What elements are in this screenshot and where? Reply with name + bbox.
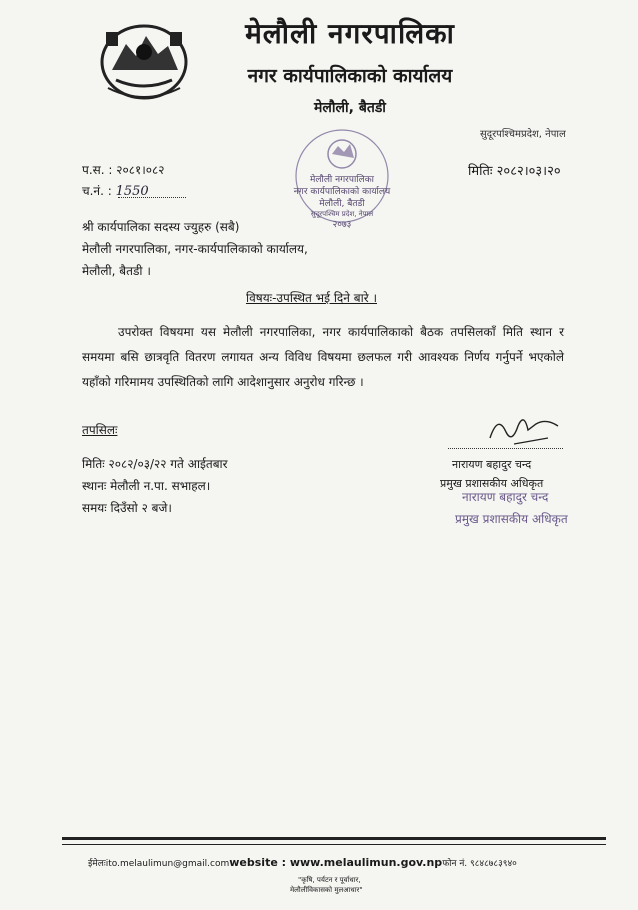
dispatch-number: 1550 bbox=[115, 184, 149, 199]
subject-line: विषयः-उपस्थित भई दिने बारे । bbox=[246, 291, 378, 305]
signature-dotted-line bbox=[448, 448, 563, 449]
dispatch-underline bbox=[118, 197, 186, 198]
details-venue: स्थानः मेलौली न.पा. सभाहल। bbox=[82, 479, 211, 493]
footer-rule-thin bbox=[62, 844, 606, 845]
footer-phone: फोन नं. ९८४८७८३९४० bbox=[442, 859, 517, 869]
dispatch-label-text: च.नं. : bbox=[82, 184, 112, 198]
office-place: मेलौली, बैतडी bbox=[314, 100, 386, 116]
footer-slogan-2: मेलौलीविकासको मुलआधार" bbox=[290, 886, 363, 894]
body-text: उपरोक्त विषयमा यस मेलौली नगरपालिका, नगर कार्यपालिकाको बैठक तपसिलकाँ मिति स्थान र समयमा बसि छात्रवृति वितरण लगायत अन्य विविध विषयमा छलफल गरी आवश्यक निर्णय गर्नुपर्ने भएकोले यहाँको गरिमामय उपस्थितिको लागि आदेशानुसार अनुरोध गरिन्छ । bbox=[82, 325, 564, 389]
details-date: मितिः २०८२/०३/२२ गते आईतबार bbox=[82, 457, 228, 471]
title-stamp: प्रमुख प्रशासकीय अधिकृत bbox=[455, 512, 568, 526]
signature-scribble bbox=[484, 408, 564, 450]
footer-rule-thick bbox=[62, 837, 606, 840]
footer-website: website : www.melaulimun.gov.np bbox=[229, 856, 443, 869]
municipality-title: मेलौली नगरपालिका bbox=[245, 17, 455, 50]
addressee-line1: श्री कार्यपालिका सदस्य ज्युहरु (सबै) bbox=[82, 220, 240, 234]
body-paragraph bbox=[82, 320, 564, 395]
footer-slogan-1: "कृषि, पर्यटन र पूर्वाधार, bbox=[298, 876, 361, 884]
signatory-title: प्रमुख प्रशासकीय अधिकृत bbox=[440, 477, 544, 490]
seal-line3: मेलौली, बैतडी bbox=[319, 199, 365, 209]
name-stamp: नारायण बहादुर चन्द bbox=[462, 490, 549, 504]
province-text: सुदूरपश्चिमप्रदेश, नेपाल bbox=[480, 129, 566, 140]
seal-line2: नगर कार्यपालिकाको कार्यालय bbox=[293, 187, 391, 197]
footer-email: ईमेलःito.melaulimun@gmail.com bbox=[88, 859, 230, 869]
letter-date: मितिः २०८२।०३।२० bbox=[468, 164, 561, 179]
details-heading: तपसिलः bbox=[82, 423, 118, 437]
addressee-line2: मेलौली नगरपालिका, नगर-कार्यपालिकाको कार्यालय, bbox=[82, 242, 308, 256]
seal-year: २०७३ bbox=[332, 220, 352, 230]
office-seal-stamp bbox=[286, 124, 398, 232]
seal-line4: सुदूरपश्चिम प्रदेश, नेपाल bbox=[310, 210, 374, 218]
footer-contact bbox=[88, 856, 517, 869]
details-time: समयः दिउँसो २ बजे। bbox=[82, 501, 172, 515]
seal-line1: मेलौली नगरपालिका bbox=[310, 175, 374, 185]
addressee-line3: मेलौली, बैतडी । bbox=[82, 264, 151, 278]
office-subtitle: नगर कार्यपालिकाको कार्यालय bbox=[247, 65, 453, 87]
signatory-name: नारायण बहादुर चन्द bbox=[452, 458, 532, 471]
letter-ref-number: प.स. : २०८१।०८२ bbox=[82, 163, 165, 177]
